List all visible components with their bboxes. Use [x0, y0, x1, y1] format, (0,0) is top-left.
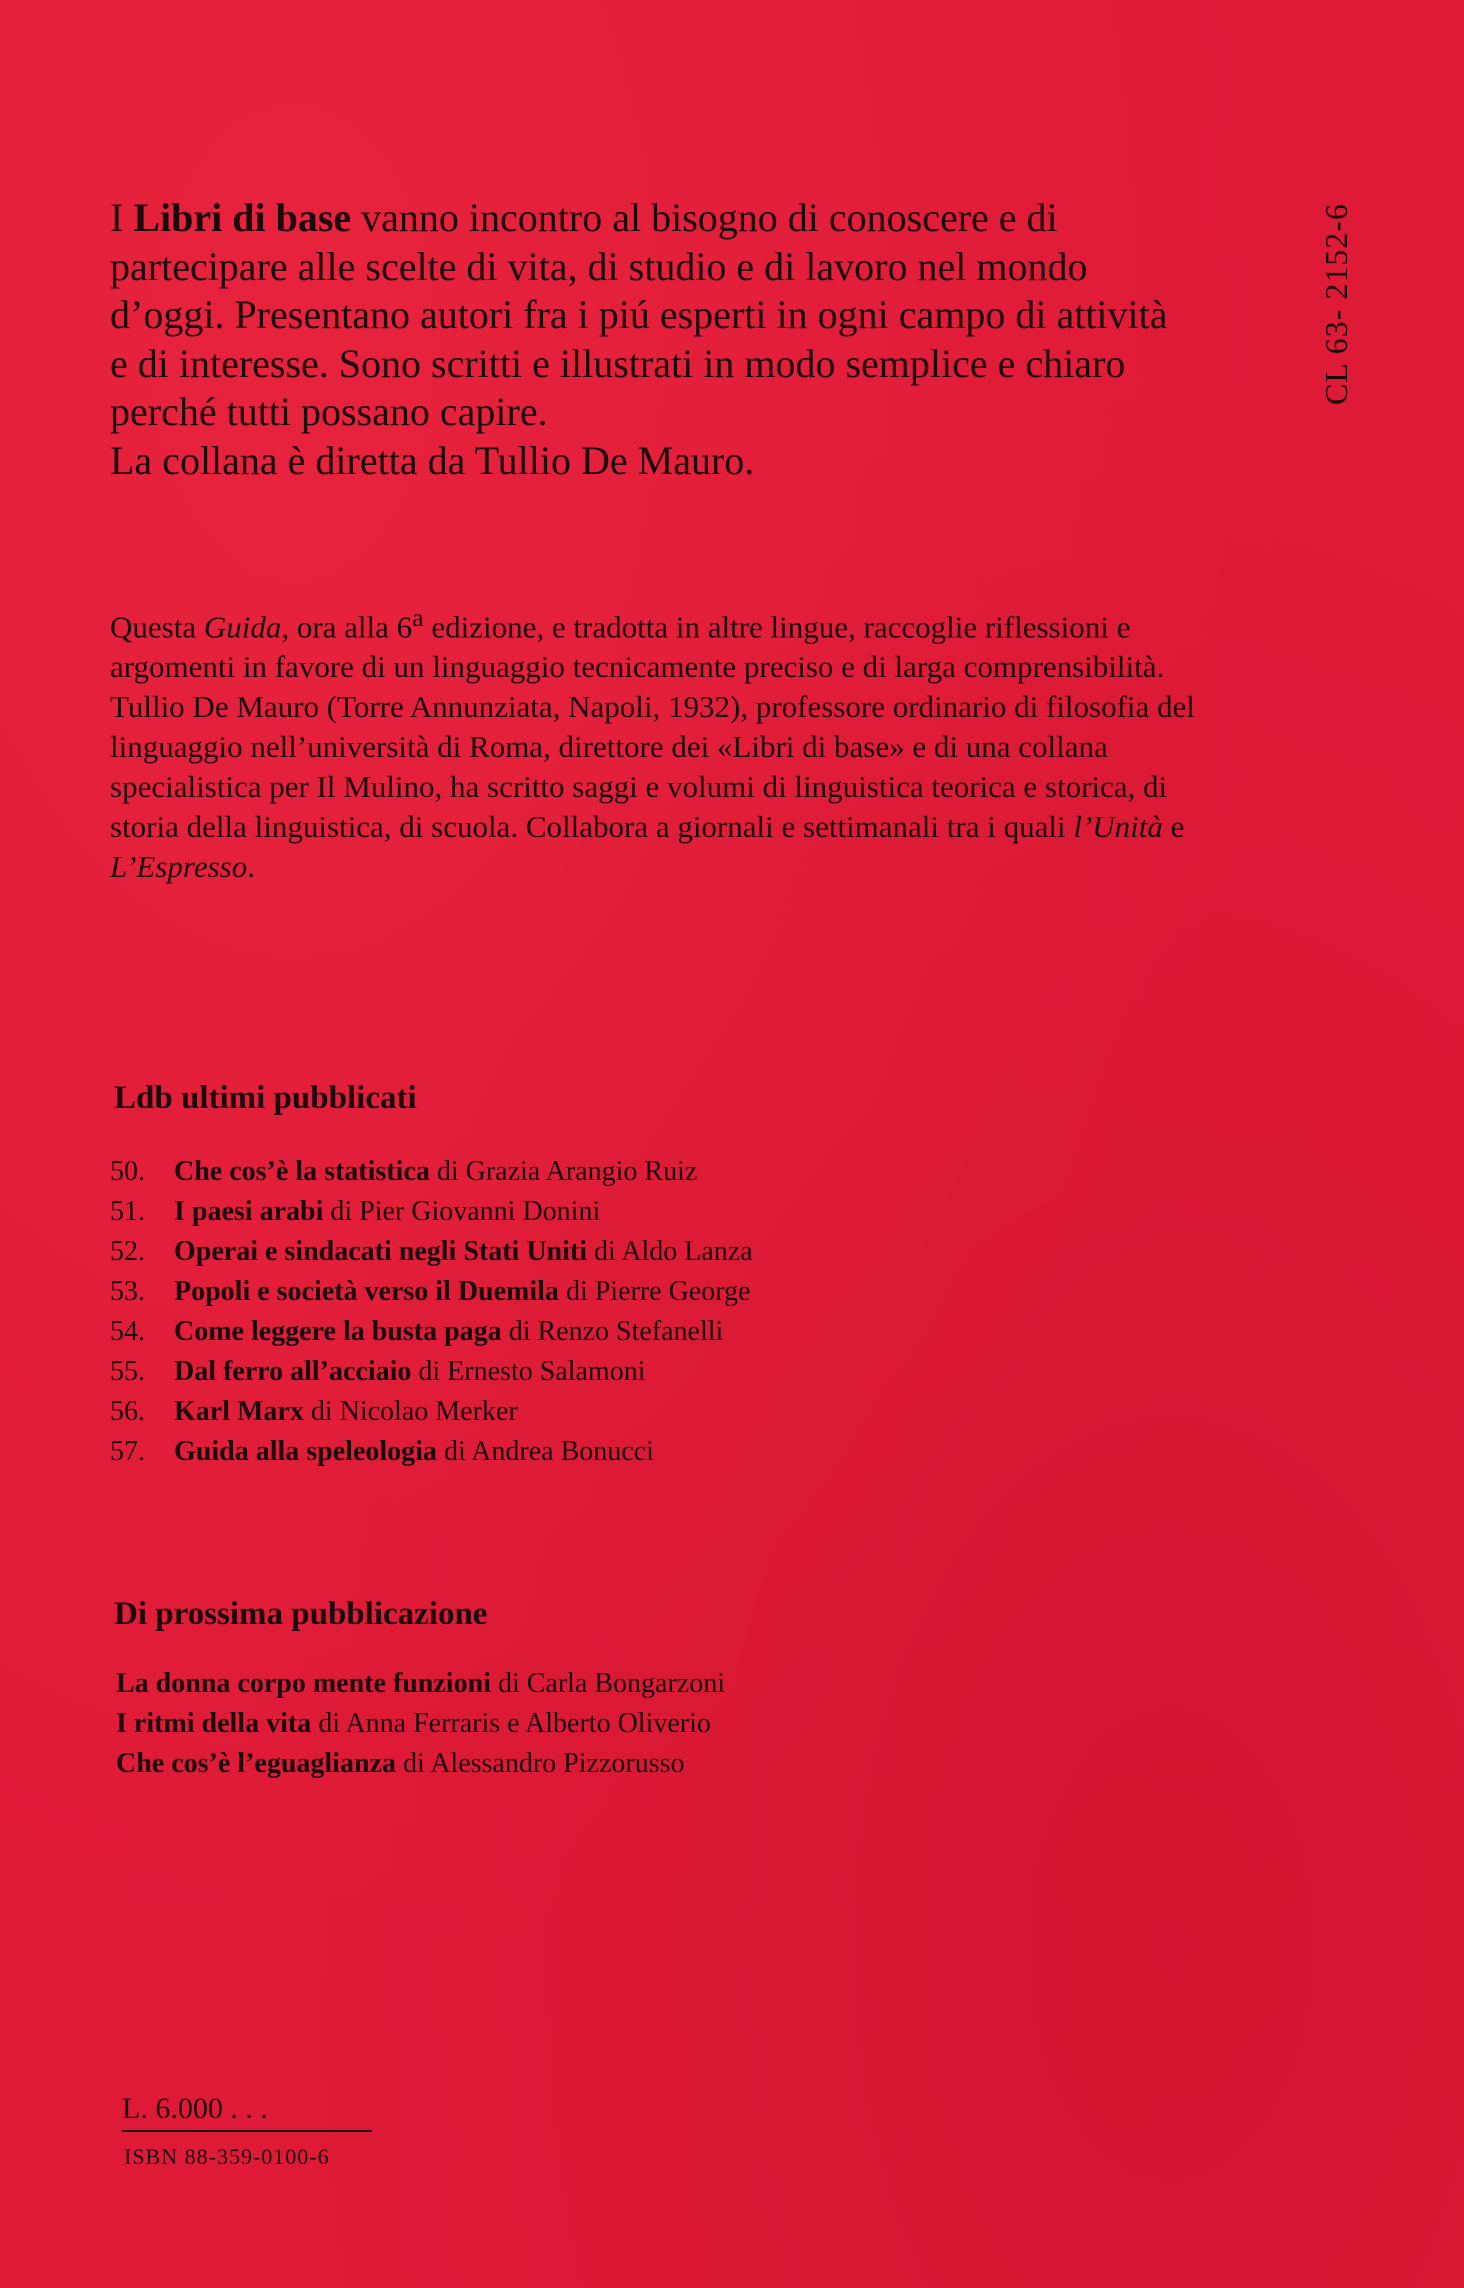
item-number: 50.	[110, 1156, 145, 1187]
latest-published-list	[110, 1152, 753, 1472]
series-description-paragraph	[110, 194, 1180, 437]
item-author: di Grazia Arangio Ruiz	[429, 1156, 698, 1187]
about-guida-italic: Guida	[203, 609, 282, 645]
series-director: La collana è diretta da Tullio De Mauro.	[110, 437, 755, 483]
item-author: di Andrea Bonucci	[436, 1436, 654, 1467]
item-number: 57.	[110, 1436, 145, 1467]
edition-superscript: a	[412, 603, 424, 632]
list-item	[110, 1232, 753, 1272]
item-title: La donna corpo mente funzioni	[116, 1668, 491, 1699]
list-item	[116, 1744, 725, 1784]
item-author: di Pierre George	[558, 1276, 751, 1307]
item-number: 56.	[110, 1396, 145, 1427]
list-item	[110, 1152, 753, 1192]
list-item	[110, 1352, 753, 1392]
item-author: di Ernesto Salamoni	[411, 1356, 646, 1387]
list-item	[110, 1392, 753, 1432]
item-title: Che cos’è la statistica	[174, 1156, 430, 1187]
item-title: Popoli e società verso il Duemila	[174, 1276, 559, 1307]
item-title: Dal ferro all’acciaio	[174, 1356, 412, 1387]
item-number: 53.	[110, 1276, 145, 1307]
item-author: di Renzo Stefanelli	[501, 1316, 724, 1347]
about-text-1: Questa	[110, 609, 204, 645]
list-item	[110, 1312, 753, 1352]
about-text-3: edizione, e tradotta in altre lingue, raccoglie riflessioni e argomenti in favore di un linguaggio tecnicamente preciso e di larga comprensibilità. Tullio De Mauro (Torre Annunziata, Napoli, 1932), professore ordinario di filosofia del linguaggio nell’università di Roma, direttore dei «Libri di base» e di una collana specialistica per Il Mulino, ha scritto saggi e volumi di linguistica teorica e storica, di storia della linguistica, di scuola. Collabora a giornali e settimanali tra i quali	[110, 609, 1195, 845]
list-item	[110, 1432, 753, 1472]
item-number: 55.	[110, 1356, 145, 1387]
series-description	[110, 194, 1180, 485]
item-author: di Alessandro Pizzorusso	[395, 1748, 685, 1779]
list-item	[116, 1704, 725, 1744]
list-item	[116, 1664, 725, 1704]
upcoming-list	[116, 1664, 725, 1784]
about-text-5: .	[247, 849, 255, 885]
price: L. 6.000 . . .	[122, 2092, 372, 2132]
item-author: di Carla Bongarzoni	[490, 1668, 725, 1699]
item-author: di Pier Giovanni Donini	[323, 1196, 601, 1227]
latest-published-heading: Ldb ultimi pubblicati	[114, 1080, 417, 1116]
item-number: 51.	[110, 1196, 145, 1227]
item-title: I ritmi della vita	[116, 1708, 312, 1739]
isbn: ISBN 88-359-0100-6	[124, 2144, 330, 2169]
item-title: Come leggere la busta paga	[174, 1316, 502, 1347]
item-title: Operai e sindacati negli Stati Uniti	[174, 1236, 587, 1267]
about-espresso-italic: L’Espresso	[110, 849, 248, 885]
item-number: 54.	[110, 1316, 145, 1347]
catalog-code: CL 63- 2152-6	[1318, 202, 1354, 405]
item-author: di Nicolao Merker	[303, 1396, 518, 1427]
about-unita-italic: l’Unità	[1073, 809, 1163, 845]
about-text-4: e	[1162, 809, 1185, 845]
book-description	[110, 598, 1200, 887]
item-author: di Aldo Lanza	[587, 1236, 753, 1267]
list-item	[110, 1272, 753, 1312]
item-title: Karl Marx	[174, 1396, 304, 1427]
upcoming-heading: Di prossima pubblicazione	[114, 1596, 488, 1632]
list-item	[110, 1192, 753, 1232]
about-text-2: , ora alla 6	[281, 609, 413, 645]
lead-prefix: I	[110, 195, 134, 240]
series-name: Libri di base	[133, 195, 352, 240]
item-author: di Anna Ferraris e Alberto Oliverio	[311, 1708, 711, 1739]
item-number: 52.	[110, 1236, 145, 1267]
item-title: Che cos’è l’eguaglianza	[116, 1748, 396, 1779]
series-description-text: vanno incontro al bisogno di conoscere e di partecipare alle scelte di vita, di studio e di lavoro nel mondo d’oggi. Presentano autori fra i piú esperti in ogni campo di attività e di interesse. Sono scritti e illustrati in modo semplice e chiaro perché tutti possano capire.	[110, 195, 1168, 434]
item-title: Guida alla speleologia	[174, 1436, 437, 1467]
item-title: I paesi arabi	[174, 1196, 324, 1227]
